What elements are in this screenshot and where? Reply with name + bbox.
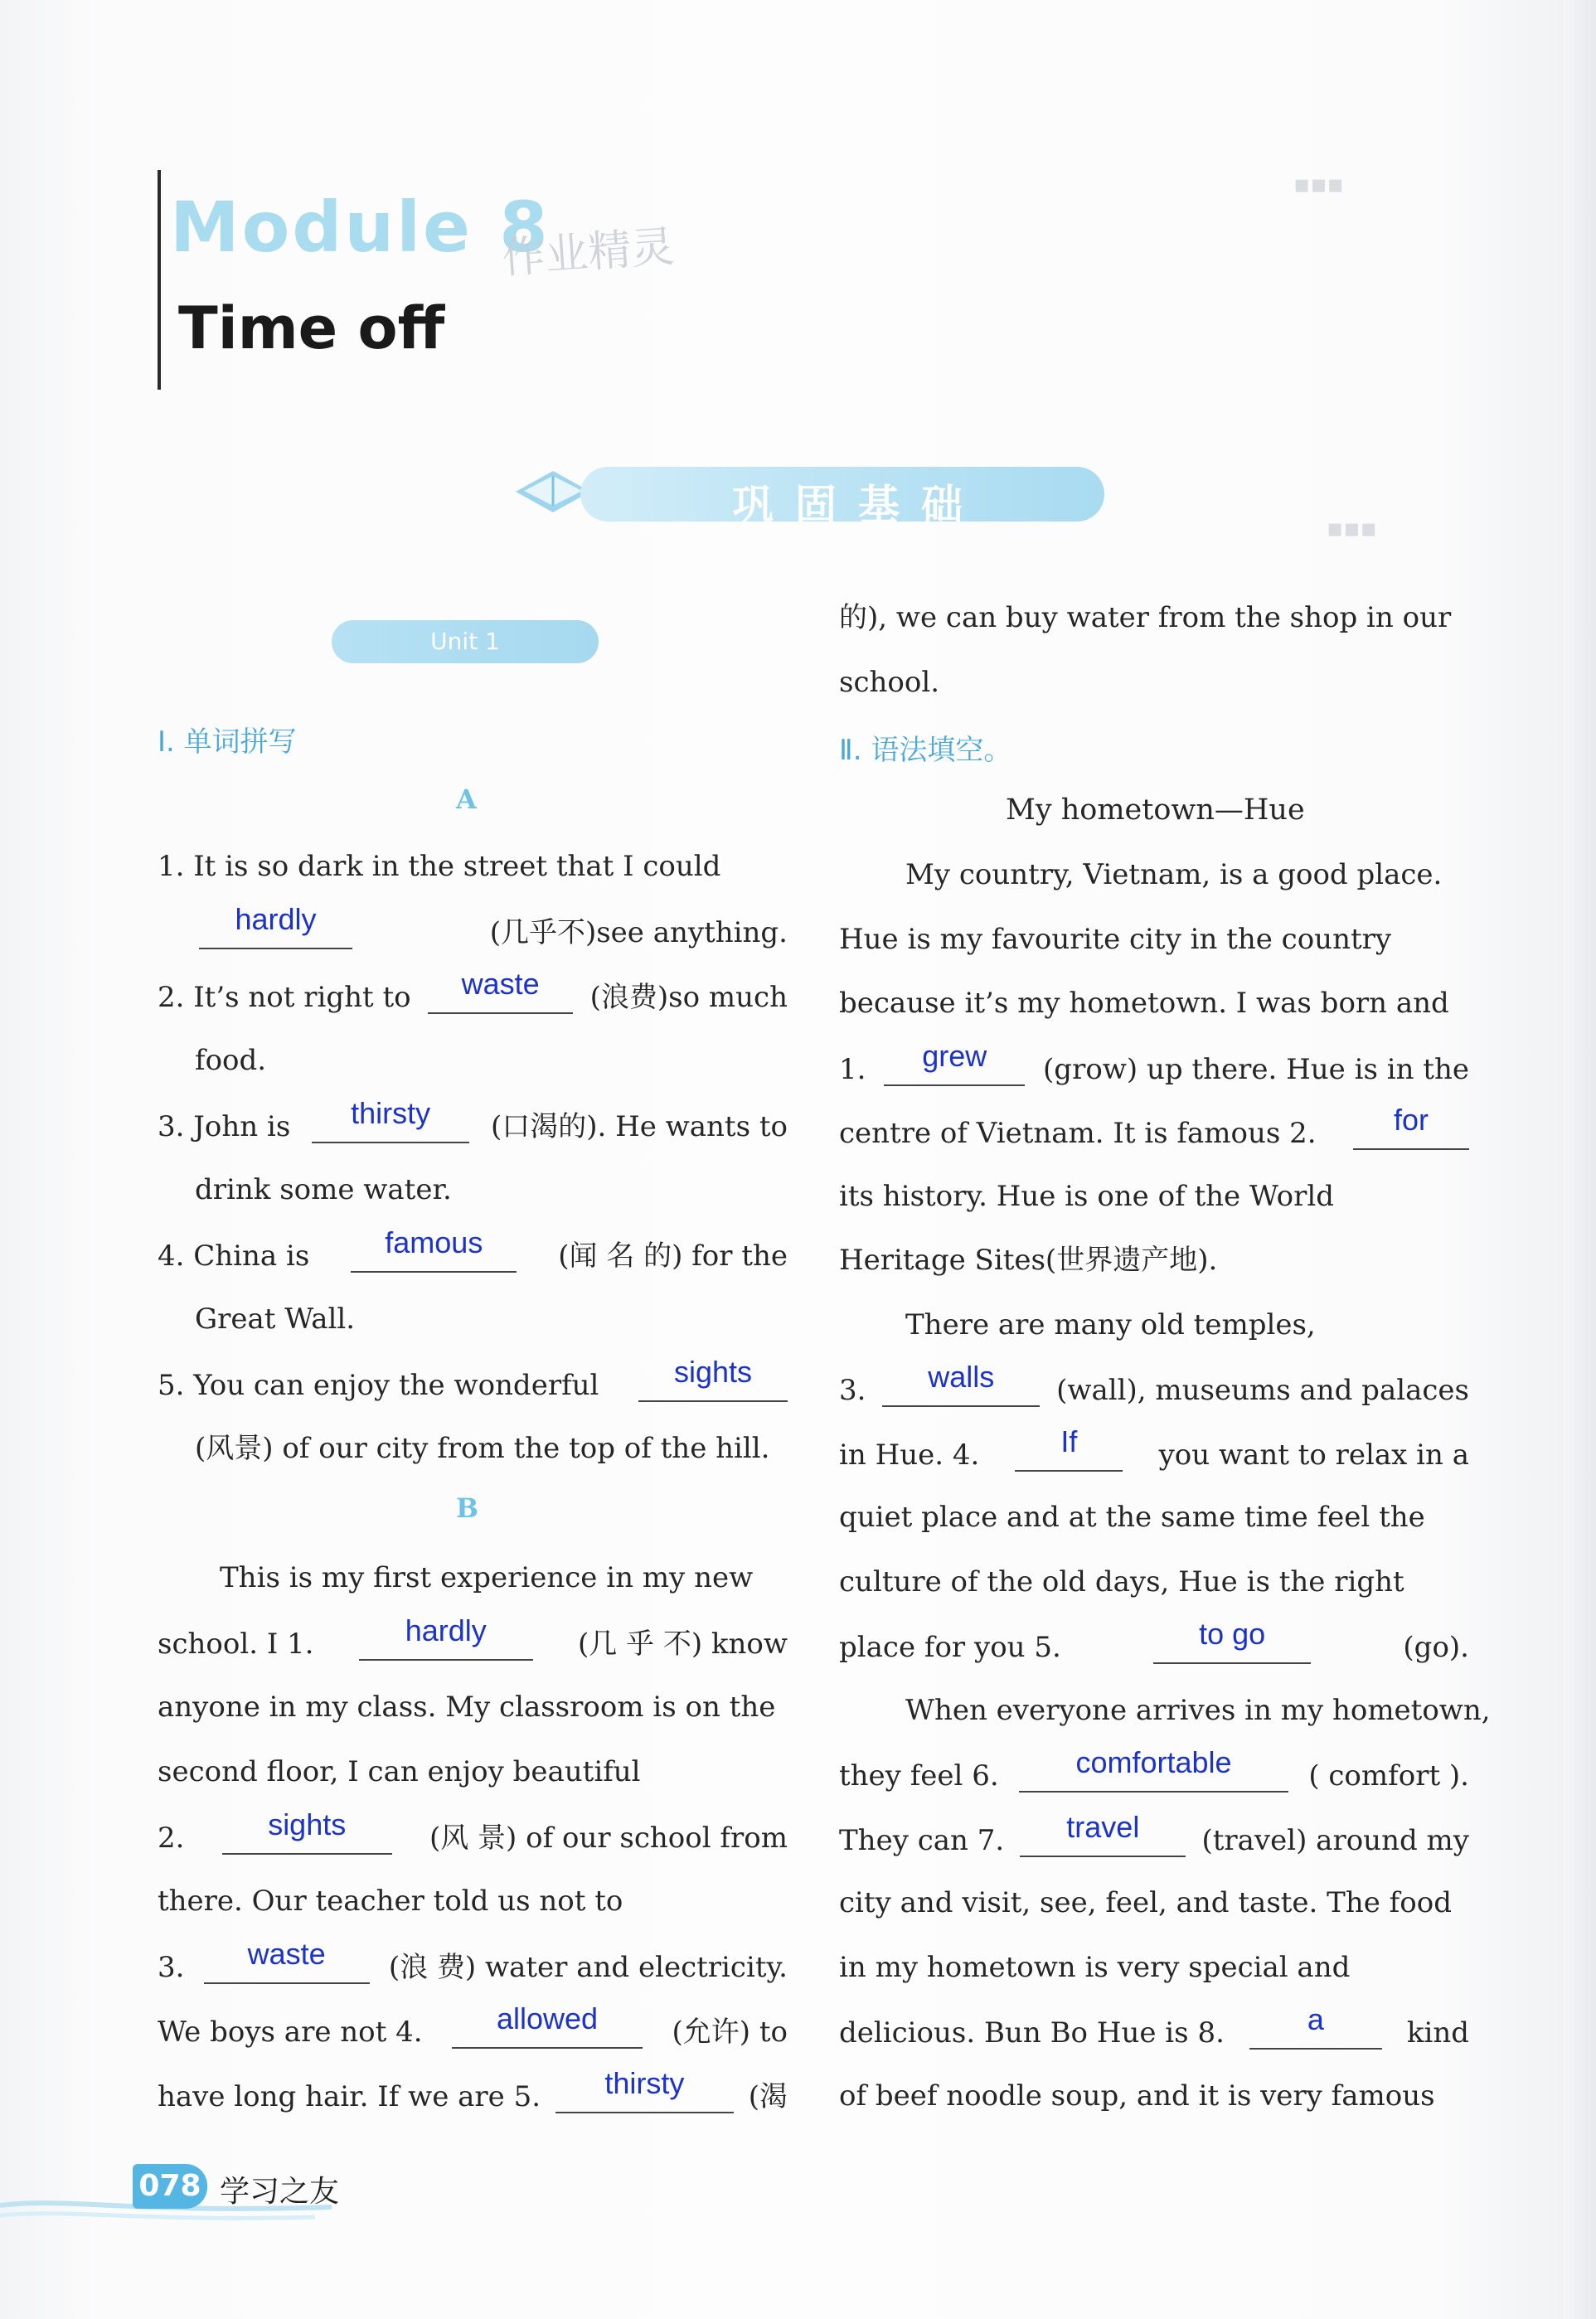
handwritten-answer: sights: [673, 1355, 753, 1389]
text-line: [158, 1355, 788, 1402]
text-line: [905, 1693, 1491, 1727]
handwritten-answer: grew: [922, 1038, 987, 1073]
answer-blank[interactable]: [199, 902, 352, 949]
handwritten-answer: to go: [1199, 1617, 1266, 1651]
passage-title: My hometown—Hue: [1006, 793, 1305, 827]
part-letter-a: A: [456, 784, 477, 815]
module-subtitle: Time off: [178, 294, 445, 362]
section-banner-label: 巩固基础: [732, 481, 984, 529]
text-line: [839, 1565, 1469, 1599]
answer-blank[interactable]: [1020, 1809, 1186, 1857]
text-line: [839, 923, 1469, 956]
text-line: [158, 1096, 788, 1143]
text-line: [195, 1432, 788, 1465]
text-line: [158, 2001, 788, 2049]
line-text: anyone in my class. My classroom is on the: [158, 1691, 776, 1724]
line-text: delicious. Bun Bo Hue is 8.: [839, 2016, 1225, 2050]
line-text: ( comfort ).: [1308, 1759, 1469, 1793]
book-spine: [1563, 0, 1596, 2319]
line-text: drink some water.: [195, 1173, 452, 1206]
text-line: [158, 1807, 788, 1855]
handwritten-answer: hardly: [405, 1613, 487, 1647]
line-text: second floor, I can enjoy beautiful: [158, 1755, 641, 1788]
answer-blank[interactable]: [222, 1807, 392, 1855]
answer-blank[interactable]: [884, 1038, 1025, 1086]
answer-blank[interactable]: [428, 967, 573, 1014]
text-line: [158, 1885, 788, 1918]
answer-blank[interactable]: [1019, 1745, 1288, 1793]
text-line: [839, 1809, 1469, 1857]
text-line: [158, 1937, 788, 1984]
handwritten-answer: for: [1393, 1103, 1429, 1137]
text-line: [839, 987, 1469, 1020]
bleed-through: ▪▪▪: [1293, 170, 1344, 199]
handwritten-answer: hardly: [235, 902, 317, 936]
line-text: (渴: [748, 2080, 788, 2113]
line-text: of beef noodle soup, and it is very famous: [839, 2079, 1435, 2113]
line-text: This is my first experience in my new: [220, 1561, 754, 1594]
line-text: 5. You can enjoy the wonderful: [158, 1369, 599, 1402]
line-text: 1. It is so dark in the street that I could: [158, 850, 721, 883]
text-line: [839, 1424, 1469, 1472]
module-title: Module 8: [170, 187, 551, 268]
handwritten-answer: sights: [268, 1807, 347, 1841]
line-text: 1.: [839, 1052, 866, 1086]
text-line: [839, 1886, 1469, 1919]
line-text: (浪 费) water and electricity.: [388, 1951, 788, 1984]
section-heading: Ⅰ. 单词拼写: [158, 725, 297, 759]
line-text: (grow) up there. Hue is in the: [1043, 1052, 1469, 1086]
text-line: [839, 1617, 1469, 1664]
line-text: Heritage Sites(世界遗产地).: [839, 1244, 1218, 1277]
line-text: My country, Vietnam, is a good place.: [905, 858, 1443, 891]
line-text: because it’s my hometown. I was born and: [839, 987, 1449, 1020]
line-text: (浪费)so much: [589, 981, 788, 1014]
line-text: 3.: [158, 1951, 185, 1984]
handwritten-answer: famous: [385, 1225, 483, 1259]
line-text: Great Wall.: [195, 1303, 356, 1336]
line-text: you want to relax in a: [1158, 1438, 1469, 1472]
line-text: school. I 1.: [158, 1628, 314, 1661]
answer-blank[interactable]: [351, 1225, 517, 1273]
handwritten-answer: thirsty: [351, 1096, 431, 1130]
line-text: 3.: [839, 1374, 866, 1407]
text-line: [839, 1180, 1469, 1213]
line-text: kind: [1406, 2016, 1469, 2050]
line-text: There are many old temples,: [905, 1307, 1316, 1341]
answer-blank[interactable]: [882, 1360, 1040, 1407]
line-text: (go).: [1403, 1631, 1469, 1664]
answer-blank[interactable]: [1249, 2002, 1382, 2050]
line-text: They can 7.: [839, 1823, 1005, 1857]
text-line: [195, 1044, 788, 1077]
part-letter-b: B: [456, 1492, 479, 1524]
handwritten-answer: allowed: [496, 2001, 599, 2035]
handwritten-answer: travel: [1066, 1809, 1140, 1844]
answer-blank[interactable]: [1353, 1103, 1469, 1150]
text-line: [195, 1303, 788, 1336]
text-line: [158, 850, 788, 883]
title-rule: [158, 170, 161, 390]
line-text: city and visit, see, feel, and taste. The food: [839, 1886, 1452, 1919]
answer-blank[interactable]: [1153, 1617, 1311, 1664]
handwritten-answer: waste: [247, 1937, 326, 1971]
text-line: [839, 1360, 1469, 1407]
line-text: 3. John is: [158, 1110, 291, 1143]
answer-blank[interactable]: [312, 1096, 469, 1143]
text-line: school.: [839, 666, 940, 699]
handwritten-answer: comfortable: [1075, 1745, 1232, 1779]
answer-blank[interactable]: [1015, 1424, 1123, 1472]
line-text: Hue is my favourite city in the country: [839, 922, 1392, 956]
line-text: (几 乎 不) know: [577, 1628, 788, 1661]
text-line: [839, 1951, 1469, 1984]
section-heading-2: Ⅱ. 语法填空。: [839, 734, 1012, 767]
line-text: (几乎不)see anything.: [489, 916, 788, 949]
line-text: (风景) of our city from the top of the hill.: [195, 1432, 770, 1465]
handwritten-answer: thirsty: [604, 2066, 685, 2100]
watermark: 作业精灵: [500, 221, 677, 284]
line-text: its history. Hue is one of the World: [839, 1179, 1334, 1213]
line-text: 2. It’s not right to: [158, 981, 411, 1014]
line-text: in my hometown is very special and: [839, 1950, 1351, 1984]
text-line: [905, 858, 1469, 891]
line-text: (travel) around my: [1201, 1823, 1469, 1857]
answer-blank[interactable]: [638, 1355, 788, 1402]
line-text: (允许) to: [672, 2016, 788, 2049]
text-line: [839, 2002, 1469, 2050]
page-number: 078: [133, 2164, 207, 2209]
text-line: [839, 1038, 1469, 1086]
line-text: there. Our teacher told us not to: [158, 1885, 623, 1918]
text-line: [839, 1501, 1469, 1534]
text-line: 的), we can buy water from the shop in our: [839, 601, 1452, 634]
line-text: they feel 6.: [839, 1759, 999, 1793]
line-text: food.: [195, 1044, 267, 1077]
text-line: [158, 1691, 788, 1724]
text-line: [158, 1755, 788, 1788]
line-text: culture of the old days, Hue is the right: [839, 1565, 1404, 1599]
line-text: We boys are not 4.: [158, 2016, 423, 2049]
text-line: [195, 1173, 788, 1206]
text-line: [839, 1103, 1469, 1150]
text-line: [905, 1308, 1469, 1341]
handwritten-answer: walls: [928, 1360, 995, 1394]
handwritten-answer: waste: [461, 967, 540, 1001]
handwritten-answer: a: [1307, 2002, 1324, 2036]
handwritten-answer: If: [1060, 1424, 1078, 1458]
text-line: [839, 1745, 1469, 1793]
line-text: (闻 名 的) for the: [558, 1240, 788, 1273]
line-text: have long hair. If we are 5.: [158, 2080, 541, 2113]
book-brand: 学习之友: [220, 2175, 340, 2209]
text-line: [158, 2066, 788, 2113]
line-text: 2.: [158, 1822, 185, 1855]
line-text: centre of Vietnam. It is famous 2.: [839, 1117, 1317, 1150]
text-line: [199, 902, 788, 949]
line-text: quiet place and at the same time feel the: [839, 1501, 1425, 1534]
text-line: [158, 1613, 788, 1661]
text-line: [839, 1244, 1469, 1277]
line-text: (口渴的). He wants to: [490, 1110, 788, 1143]
line-text: in Hue. 4.: [839, 1438, 980, 1472]
answer-blank[interactable]: [452, 2001, 643, 2049]
line-text: place for you 5.: [839, 1631, 1061, 1664]
bleed-through: ▪▪▪: [1327, 514, 1377, 543]
line-text: When everyone arrives in my hometown,: [905, 1693, 1491, 1727]
line-text: (风 景) of our school from: [429, 1822, 788, 1855]
text-line: [839, 2079, 1469, 2113]
line-text: (wall), museums and palaces: [1056, 1374, 1469, 1407]
line-text: 4. China is: [158, 1240, 310, 1273]
answer-blank[interactable]: [359, 1613, 533, 1661]
text-line: [158, 967, 788, 1014]
answer-blank[interactable]: [204, 1937, 370, 1984]
text-line: [220, 1561, 788, 1594]
section-banner: [580, 467, 1104, 529]
text-line: [158, 1225, 788, 1273]
unit-label: Unit 1: [332, 620, 599, 663]
answer-blank[interactable]: [555, 2066, 734, 2113]
